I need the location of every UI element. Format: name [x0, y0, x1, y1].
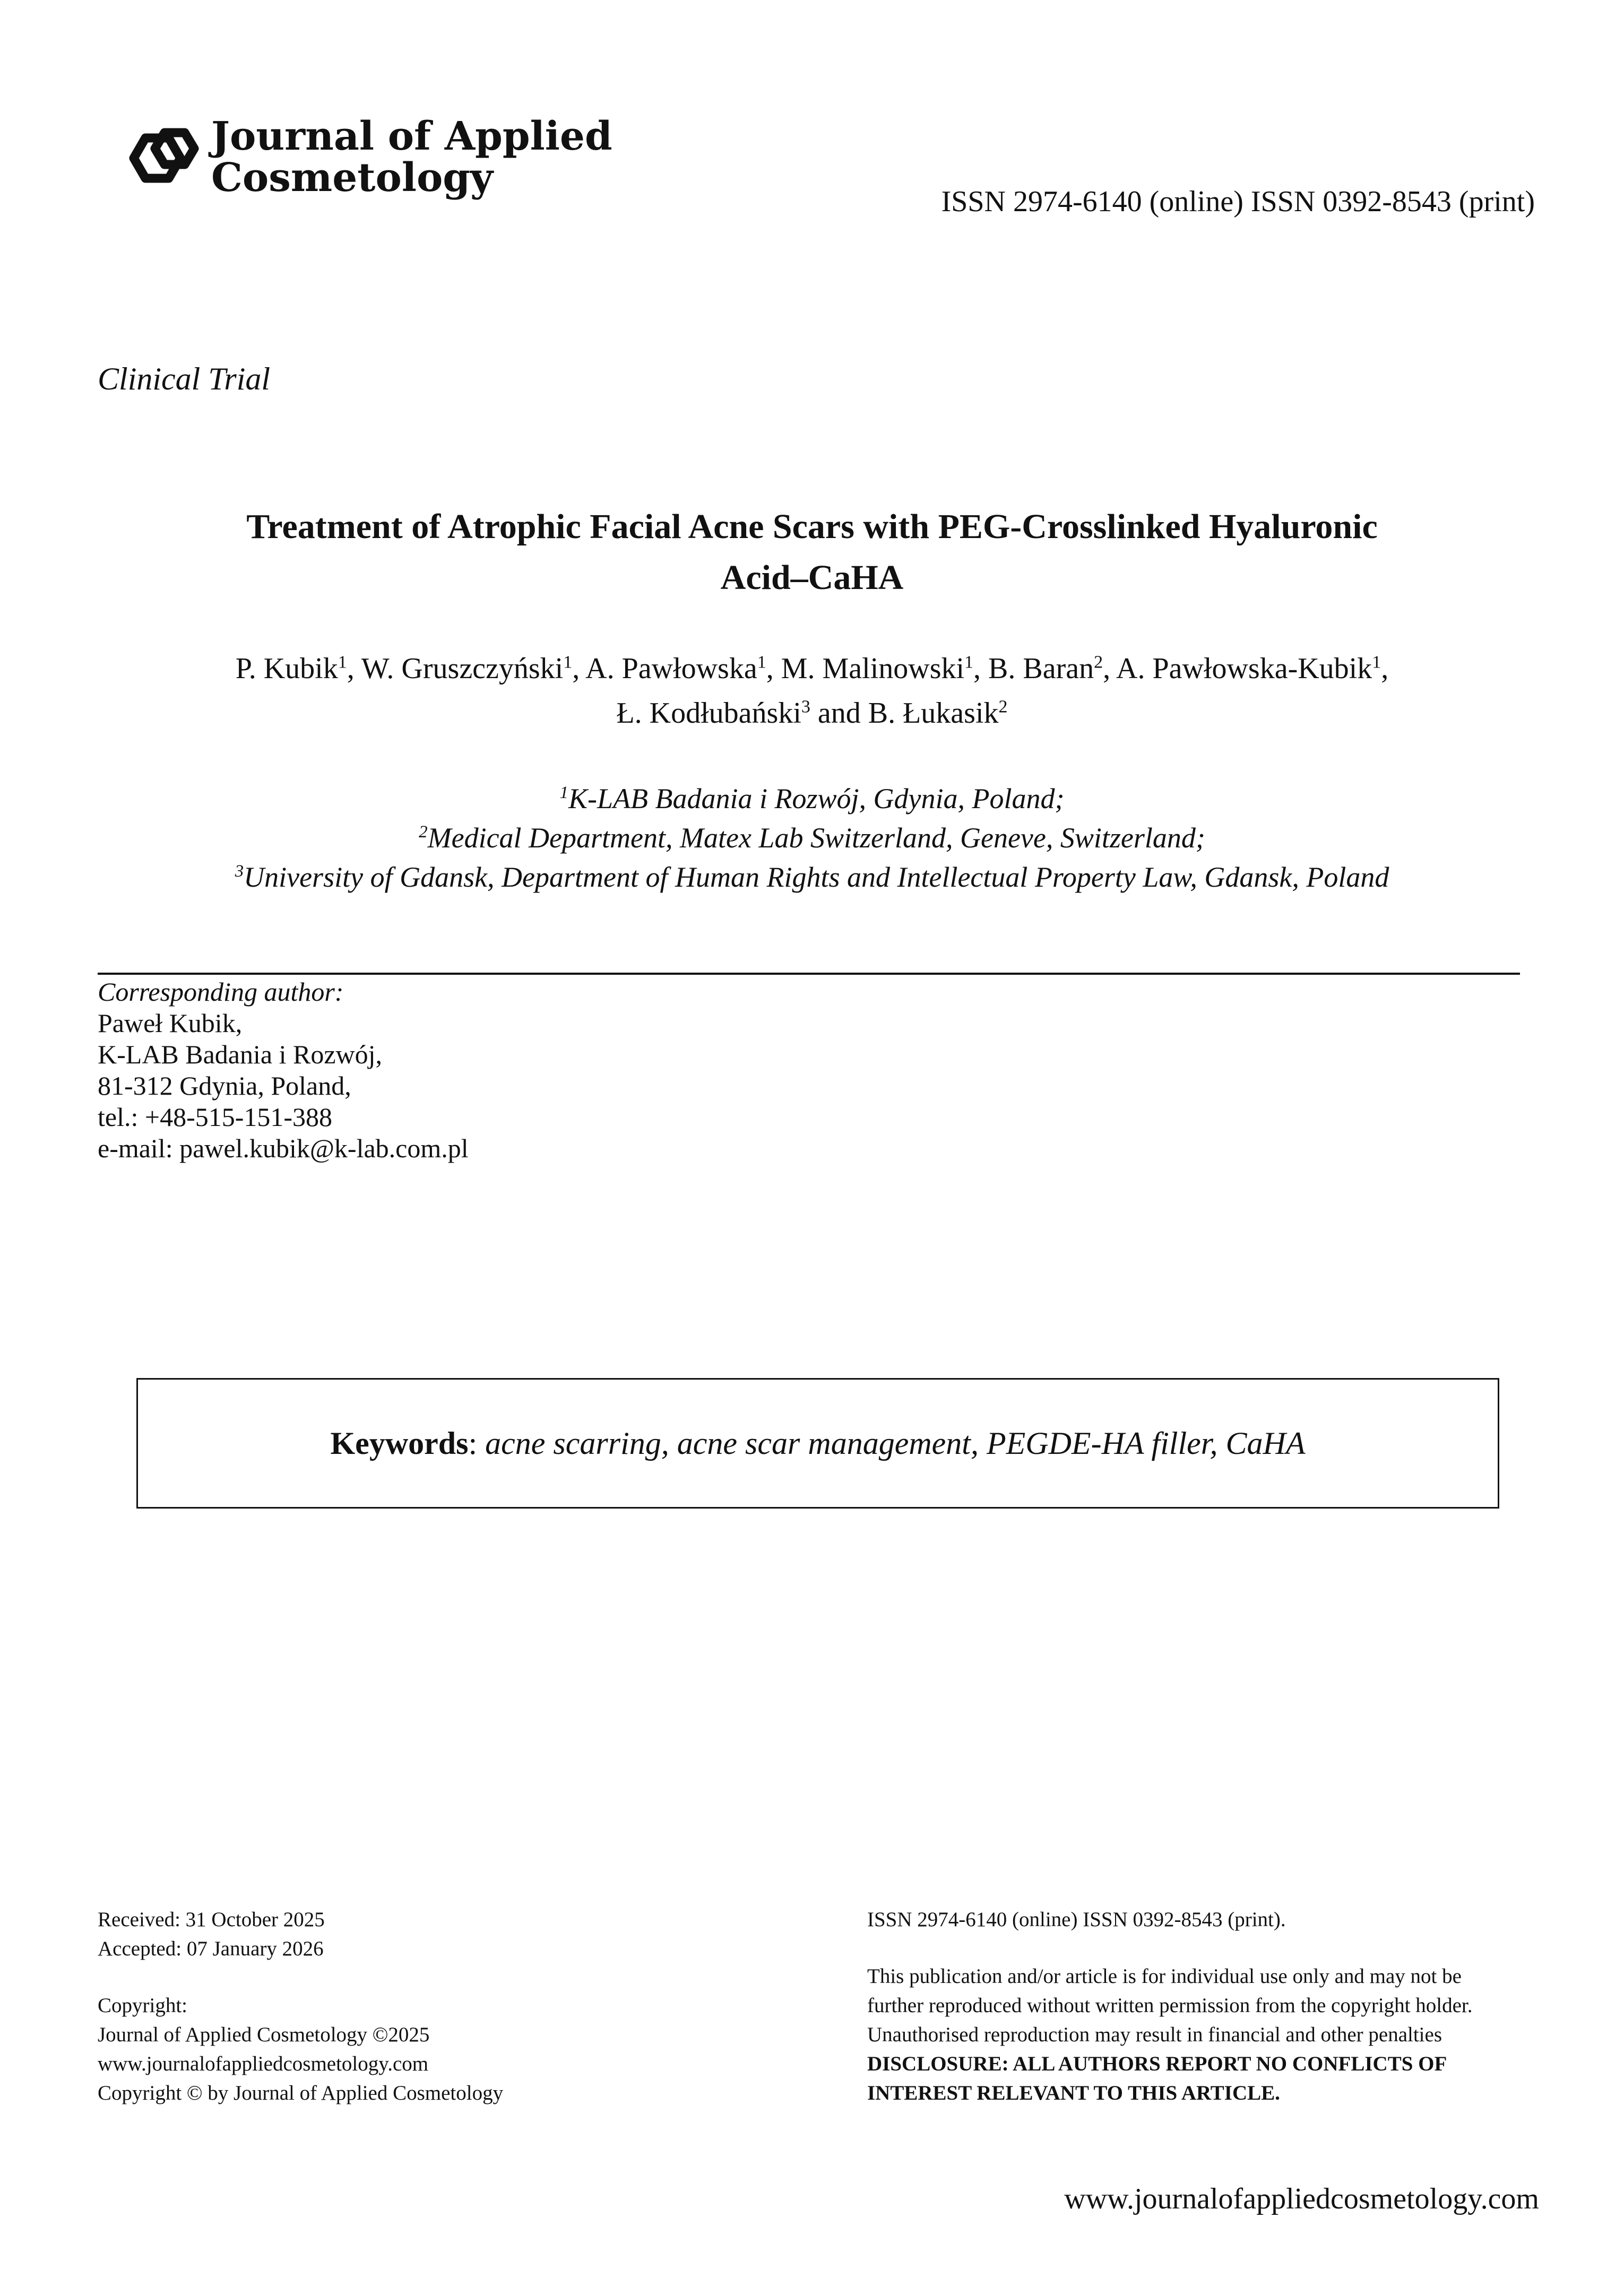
section-divider	[98, 973, 1520, 975]
author-name: W. Gruszczyński	[361, 652, 564, 685]
footer-dates-copyright	[98, 1905, 503, 2108]
received-date: Received: 31 October 2025	[98, 1908, 325, 1931]
author-conjunction: and	[810, 697, 868, 730]
affiliation-item	[106, 779, 1518, 818]
keywords-box	[136, 1378, 1499, 1509]
spacer	[867, 1934, 1531, 1962]
author-separator: ,	[766, 652, 781, 685]
author-separator: ,	[347, 652, 361, 685]
author-name: A. Pawłowska-Kubik	[1116, 652, 1372, 685]
author-affiliation-marker: 3	[801, 697, 810, 717]
notice-line-2: further reproduced without written permission from the copyright holder.	[867, 1994, 1473, 2017]
author-name: A. Pawłowska	[585, 652, 757, 685]
author-name: Ł. Kodłubański	[616, 697, 801, 730]
affiliation-text: Medical Department, Matex Lab Switzerland, Geneve, Switzerland;	[427, 822, 1205, 854]
journal-name-line1: Journal of Applied	[211, 114, 612, 159]
article-title-line1: Treatment of Atrophic Facial Acne Scars with PEG-Crosslinked Hyaluronic	[246, 507, 1378, 546]
author-name: B. Łukasik	[868, 697, 999, 730]
journal-website: www.journalofappliedcosmetology.com	[98, 2052, 429, 2075]
keywords-separator: :	[468, 1425, 486, 1461]
article-title-line2: Acid–CaHA	[720, 558, 904, 597]
author-affiliation-marker: 1	[1372, 652, 1381, 672]
copyright-label: Copyright:	[98, 1994, 188, 2017]
author-list	[133, 646, 1491, 735]
corresponding-author-name: Paweł Kubik,	[98, 1008, 243, 1038]
keywords-value: acne scarring, acne scar management, PEGDE-HA filler, CaHA	[485, 1425, 1306, 1461]
affiliation-item	[106, 857, 1518, 897]
author-affiliation-marker: 1	[757, 652, 766, 672]
copyright-line: Journal of Applied Cosmetology ©2025	[98, 2023, 430, 2046]
journal-name	[211, 114, 636, 201]
corresponding-author-block	[98, 976, 469, 1164]
disclosure-line-1: DISCLOSURE: ALL AUTHORS REPORT NO CONFLICTS OF	[867, 2052, 1447, 2075]
article-title	[159, 501, 1465, 603]
header-issn: ISSN 2974-6140 (online) ISSN 0392-8543 (print)	[941, 185, 1535, 218]
footer-url: www.journalofappliedcosmetology.com	[1064, 2182, 1539, 2215]
author-name: B. Baran	[988, 652, 1094, 685]
corresponding-author-label: Corresponding author:	[98, 977, 344, 1007]
author-affiliation-marker: 2	[998, 697, 1008, 717]
footer-issn: ISSN 2974-6140 (online) ISSN 0392-8543 (print).	[867, 1908, 1286, 1931]
spacer	[98, 1963, 503, 1991]
author-affiliation-marker: 1	[563, 652, 573, 672]
author-line-2	[133, 691, 1491, 735]
corresponding-author-email: e-mail: pawel.kubik@k-lab.com.pl	[98, 1133, 469, 1163]
author-affiliation-marker: 1	[964, 652, 974, 672]
affiliation-item	[106, 818, 1518, 857]
affiliation-text: K-LAB Badania i Rozwój, Gdynia, Poland;	[568, 783, 1065, 815]
keywords-label: Keywords	[330, 1425, 469, 1461]
author-name: M. Malinowski	[781, 652, 965, 685]
author-separator: ,	[973, 652, 989, 685]
footer-notice	[867, 1905, 1531, 2108]
author-affiliation-marker: 1	[338, 652, 347, 672]
affiliation-number: 1	[559, 783, 569, 802]
affiliation-list	[106, 779, 1518, 897]
author-affiliation-marker: 2	[1094, 652, 1103, 672]
affiliation-number: 3	[235, 862, 244, 881]
interlocking-hexagons-icon	[122, 121, 202, 195]
author-name: P. Kubik	[235, 652, 338, 685]
disclosure-line-2: INTEREST RELEVANT TO THIS ARTICLE.	[867, 2082, 1280, 2104]
author-separator: ,	[1381, 652, 1389, 685]
copyright-by: Copyright © by Journal of Applied Cosmetology	[98, 2082, 504, 2104]
corresponding-author-phone: tel.: +48-515-151-388	[98, 1102, 333, 1132]
affiliation-text: University of Gdansk, Department of Human Rights and Intellectual Property Law, Gdansk, Poland	[244, 861, 1389, 893]
notice-line-3: Unauthorised reproduction may result in financial and other penalties	[867, 2023, 1442, 2046]
corresponding-author-city: 81-312 Gdynia, Poland,	[98, 1071, 351, 1101]
corresponding-author-org: K-LAB Badania i Rozwój,	[98, 1039, 383, 1069]
affiliation-number: 2	[419, 822, 428, 842]
author-line-1	[133, 646, 1491, 691]
notice-line-1: This publication and/or article is for individual use only and may not be	[867, 1965, 1462, 1988]
journal-name-line2: Cosmetology	[211, 155, 494, 201]
author-separator: ,	[1103, 652, 1117, 685]
author-separator: ,	[572, 652, 586, 685]
article-type: Clinical Trial	[98, 361, 271, 396]
accepted-date: Accepted: 07 January 2026	[98, 1937, 324, 1960]
